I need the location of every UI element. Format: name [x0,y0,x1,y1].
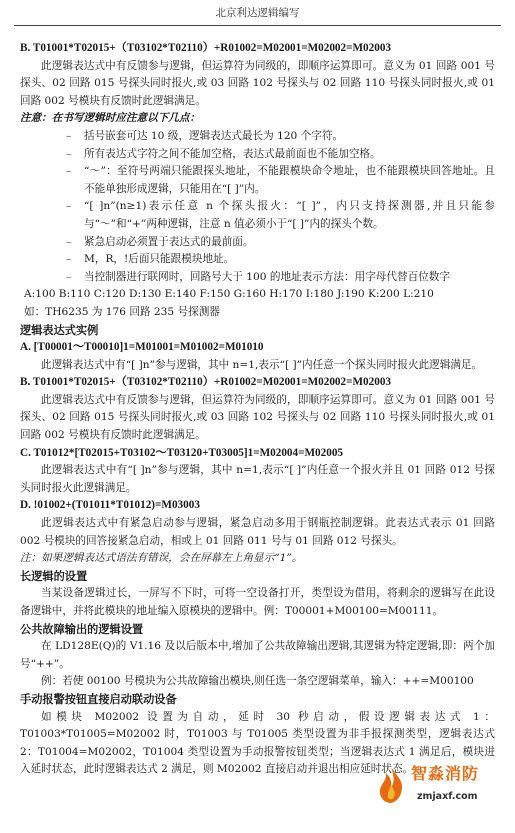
example-b-formula: B. T01001*T02015+（T03102*T02110）+R01002=M02001=M02002=M02003 [20,376,392,389]
example-d-description: 此逻辑表达式中有紧急启动参与逻辑，紧急启动多用于钢瓶控制逻辑。此表达式表示 01 回路 002 号模块的回答接紧急启动，相或上 01 回路 011 号与 01 回路 012 号探头。 [20,517,495,547]
note-title: 注意：在书写逻辑时应注意以下几点： [20,112,201,125]
example-a-description: 此逻辑表达式中有“[ ]n”参与逻辑，其中 n=1,表示“[ ]”内任意一个探头同时报火此逻辑满足。 [41,358,483,371]
example-c-description: 此逻辑表达式中有“[ ]n”参与逻辑，其中 n=1,表示“[ ]”内任意一个报火并且 01 回路 012 号探头同时报火此逻辑满足。 [20,464,495,494]
example-d-formula: D. !01002+(T01011*T01012)=M03003 [20,499,200,512]
note-item: – “～”：至符号两端只能跟探头地址，不能跟模块命令地址，也不能跟模块回答地址。且不能单独形成逻辑，只能用在“[ ]”内。 [66,165,495,195]
dash-bullet-icon: – [66,235,72,248]
letter-mapping: A:100 B:110 C:120 D:130 E:140 F:150 G:160 H:170 I:180 J:190 K:200 L:210 [24,288,434,301]
note-item: – M，R，!后面只能跟模块地址。 [66,251,495,269]
letter-mapping-example: 如：TH6235 为 176 回路 235 号探测器 [24,305,220,318]
note-item: – 当控制器进行联网时，回路号大于 100 的地址表示方法：用字母代替百位数字 [66,269,495,287]
watermark-brand: 智淼消防 [411,764,480,783]
flame-logo-icon [371,765,411,805]
page-header: 北京利达逻辑编写 [215,7,300,19]
dash-bullet-icon: – [66,147,72,160]
example-c-formula: C. T01012*[T02015+T03102～T03120+T03005]1=M02004=M02005 [20,446,344,459]
syntax-error-note: 注：如果逻辑表达式语法有错误，会在屏幕左上角显示“1”。 [20,552,303,565]
note-item: – 所有表达式字符之间不能加空格，表达式最前面也不能加空格。 [66,146,495,164]
dash-bullet-icon: – [66,270,72,283]
long-logic-title: 长逻辑的设置 [20,568,88,583]
fault-output-description: 在 LD128E(Q)的 V1.16 及以后版本中,增加了公共故障输出逻辑,其逻辑为特定逻辑,即：两个加号“++”。 [20,640,495,670]
example-a-formula: A. [T00001～T00010]1=M01001=M01002=M01010 [20,341,264,354]
manual-alarm-title: 手动报警按钮直接启动联动设备 [20,691,177,706]
note-item: – “[ ]n”(n≥1)表示任意 n 个探头报火：“[ ]”，内只支持探测器,并且只能参与“～”和“+”两种逻辑，注意 n 值必须小于“[ ]”内的探头个数。 [66,200,495,230]
fault-output-title: 公共故障输出的逻辑设置 [20,621,144,636]
dash-bullet-icon: – [66,200,72,213]
long-logic-description: 当某设备逻辑过长，一屏写不下时，可将一空设备打开，类型设为借用，将剩余的逻辑写在此设备逻辑中，并将此模块的地址编入原模块的逻辑中。例：T00001+M00100=M00111。 [20,587,495,617]
example-b-formula-top: B. T01001*T02015+（T03102*T02110）+R01002=M02001=M02002=M02003 [20,42,392,54]
watermark-url: zmjaxf.com [417,791,478,802]
fault-output-example: 例：若使 00100 号模块为公共故障输出模块,则任选一条空逻辑菜单，输入：++=M00100 [41,675,474,688]
note-item: – 括号嵌套可达 10 级，逻辑表达式最长为 120 个字符。 [66,128,495,146]
note-item: – 紧急启动必须置于表达式的最前面。 [66,234,495,252]
note-list [20,128,495,286]
examples-title: 逻辑表达式实例 [20,322,99,337]
dash-bullet-icon: – [66,165,72,178]
example-b-description-top: 此逻辑表达式中有反馈参与逻辑，但运算符为同级的，即顺序运算即可。意义为 01 回路 001 号探头、02 回路 015 号探头同时报火,或 03 回路 102 号探头与 02 回路 110 号探头同时报火,或 01 回路 002 号模块有反馈时此逻辑满足。 [20,59,495,107]
manual-alarm-description: 如模块 M02002 设置为自动，延时 30 秒启动，假设逻辑表达式 1：T01003*T01005=M02002 时，T01003 与 T01005 类型设置为非手报探测类型，逻辑表达式 2：T01004=M02002，T01004 类型设置为手动报警按钮类型；当逻辑表达式 1 满足后，模块进入延时状态，此时逻辑表达式 2 满足，则 M02002 直接启动并退出相应延时状态。 [20,710,495,776]
document-body [20,40,495,779]
dash-bullet-icon: – [66,253,72,266]
dash-bullet-icon: – [66,129,72,142]
header-rule [14,25,501,26]
example-b-description: 此逻辑表达式中有反馈参与逻辑，但运算符为同级的，即顺序运算即可。意义为 01 回路 001 号探头、02 回路 015 号探头同时报火,或 03 回路 102 号探头与 02 回路 110 号探头同时报火,或 01 回路 002 号模块有反馈时此逻辑满足。 [20,393,495,442]
site-watermark [371,763,501,807]
